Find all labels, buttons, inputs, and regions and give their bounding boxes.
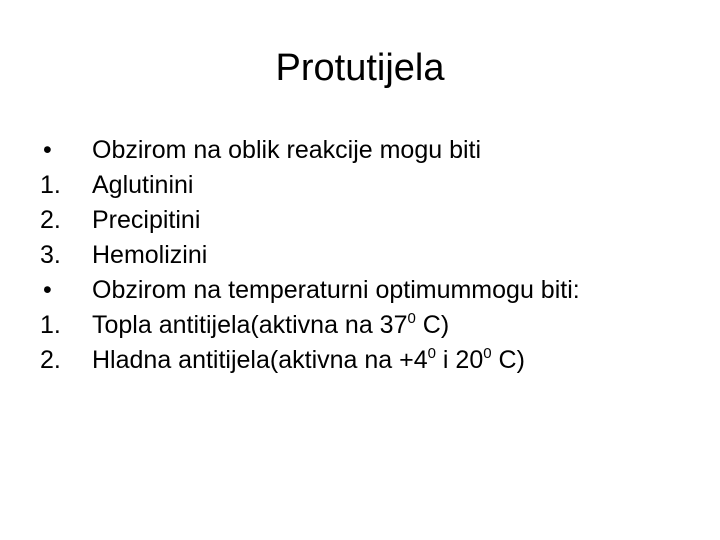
superscript: 0 xyxy=(427,344,436,362)
list-item xyxy=(40,238,680,273)
list-item-text: Precipitini xyxy=(92,206,201,234)
superscript: 0 xyxy=(483,344,492,362)
list-item-text xyxy=(92,308,667,343)
slide-title: Protutijela xyxy=(275,47,445,89)
superscript: 0 xyxy=(407,309,416,327)
text-segment: C) xyxy=(415,311,450,339)
list-item-text: Obzirom na oblik reakcije mogu biti xyxy=(92,136,482,164)
number-marker: 1. xyxy=(40,171,61,199)
list-item xyxy=(40,203,680,238)
list-item-text: Hemolizini xyxy=(92,241,208,269)
text-segment: Topla antitijela(aktivna na 37 xyxy=(92,311,408,339)
list-item xyxy=(40,308,680,343)
text-segment: Hladna antitijela(aktivna na +4 xyxy=(92,346,428,374)
list-item xyxy=(40,133,680,168)
number-marker: 2. xyxy=(40,346,61,374)
content-list xyxy=(40,133,680,378)
list-item xyxy=(40,343,680,378)
text-segment: i 20 xyxy=(435,346,484,374)
number-marker: 2. xyxy=(40,206,61,234)
number-marker: 1. xyxy=(40,311,61,339)
text-segment: C) xyxy=(491,346,525,374)
list-item-text: Obzirom na temperaturni optimummogu biti: xyxy=(92,276,580,304)
bullet-marker: • xyxy=(43,136,52,164)
list-item-text: Aglutinini xyxy=(92,171,194,199)
list-item xyxy=(40,273,680,308)
number-marker: 3. xyxy=(40,241,61,269)
bullet-marker: • xyxy=(43,276,52,304)
list-item-text xyxy=(92,343,667,378)
list-item xyxy=(40,168,680,203)
